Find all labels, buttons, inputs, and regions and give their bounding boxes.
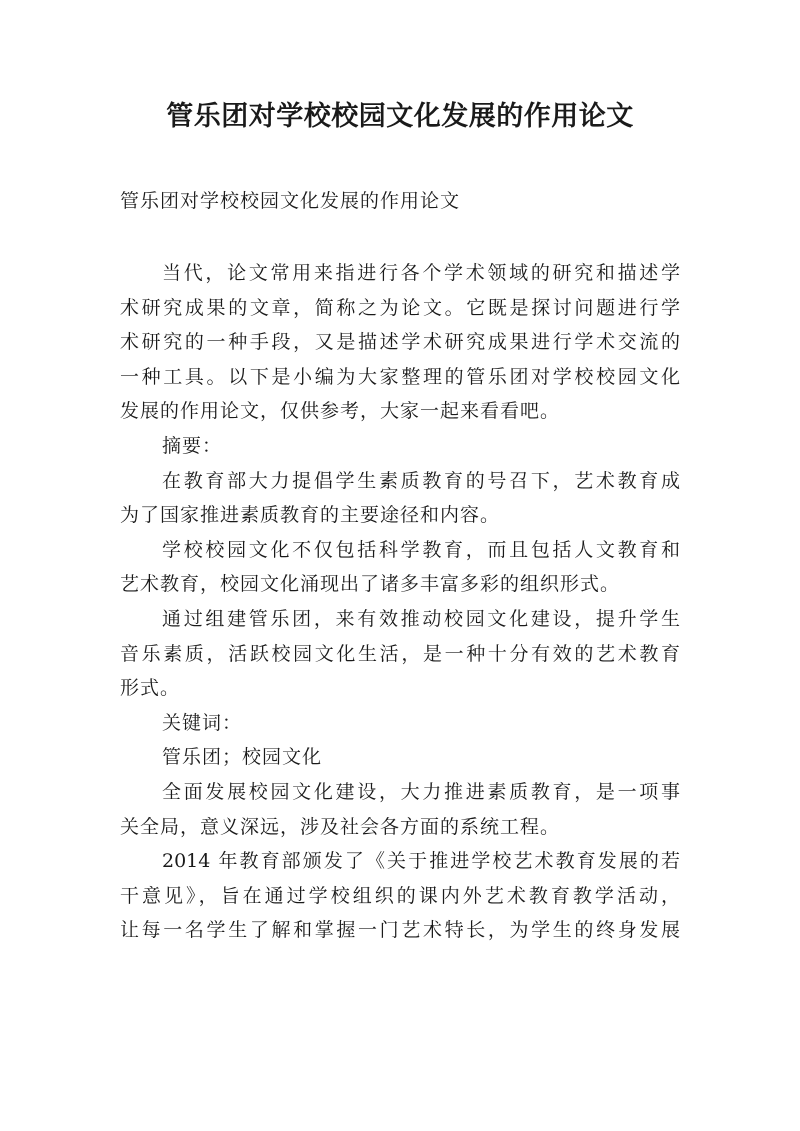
paragraph-line: 全面发展校园文化建设，大力推进素质教育，是一项事 — [162, 780, 680, 803]
paragraph-line: 术研究的一种手段，又是描述学术研究成果进行学术交流的 — [120, 331, 680, 354]
document-title: 管乐团对学校校园文化发展的作用论文 — [166, 101, 634, 132]
paragraph-line: 艺术教育，校园文化涌现出了诸多丰富多彩的组织形式。 — [120, 573, 621, 596]
paragraph-line: 为了国家推进素质教育的主要途径和内容。 — [120, 504, 501, 527]
document-body — [120, 256, 680, 948]
paragraph-line: 当代，论文常用来指进行各个学术领域的研究和描述学 — [162, 262, 680, 284]
paragraph-line: 2014 年教育部颁发了《关于推进学校艺术教育发展的若 — [162, 850, 680, 873]
paragraph-line: 在教育部大力提倡学生素质教育的号召下，艺术教育成 — [162, 469, 680, 492]
document-subtitle: 管乐团对学校校园文化发展的作用论文 — [120, 190, 461, 212]
paragraph-line: 关键词： — [162, 711, 243, 734]
paragraph-line: 通过组建管乐团，来有效推动校园文化建设，提升学生 — [162, 607, 680, 630]
paragraph-line: 关全局，意义深远，涉及社会各方面的系统工程。 — [120, 815, 561, 838]
paragraph-line: 术研究成果的文章，简称之为论文。它既是探讨问题进行学 — [120, 296, 680, 319]
paragraph-line: 摘要： — [162, 434, 223, 457]
paragraph-line: 发展的作用论文，仅供参考，大家一起来看看吧。 — [120, 400, 561, 423]
paragraph-line: 形式。 — [120, 677, 181, 700]
paragraph-line: 管乐团；校园文化 — [162, 746, 323, 769]
paragraph-line: 干意见》，旨在通过学校组织的课内外艺术教育教学活动， — [120, 884, 680, 907]
paragraph-line: 音乐素质，活跃校园文化生活，是一种十分有效的艺术教育 — [120, 642, 680, 665]
paragraph-line: 一种工具。以下是小编为大家整理的管乐团对学校校园文化 — [120, 365, 680, 388]
paragraph-line: 让每一名学生了解和掌握一门艺术特长，为学生的终身发展 — [120, 919, 680, 942]
paragraph-line: 学校校园文化不仅包括科学教育，而且包括人文教育和 — [162, 538, 680, 561]
